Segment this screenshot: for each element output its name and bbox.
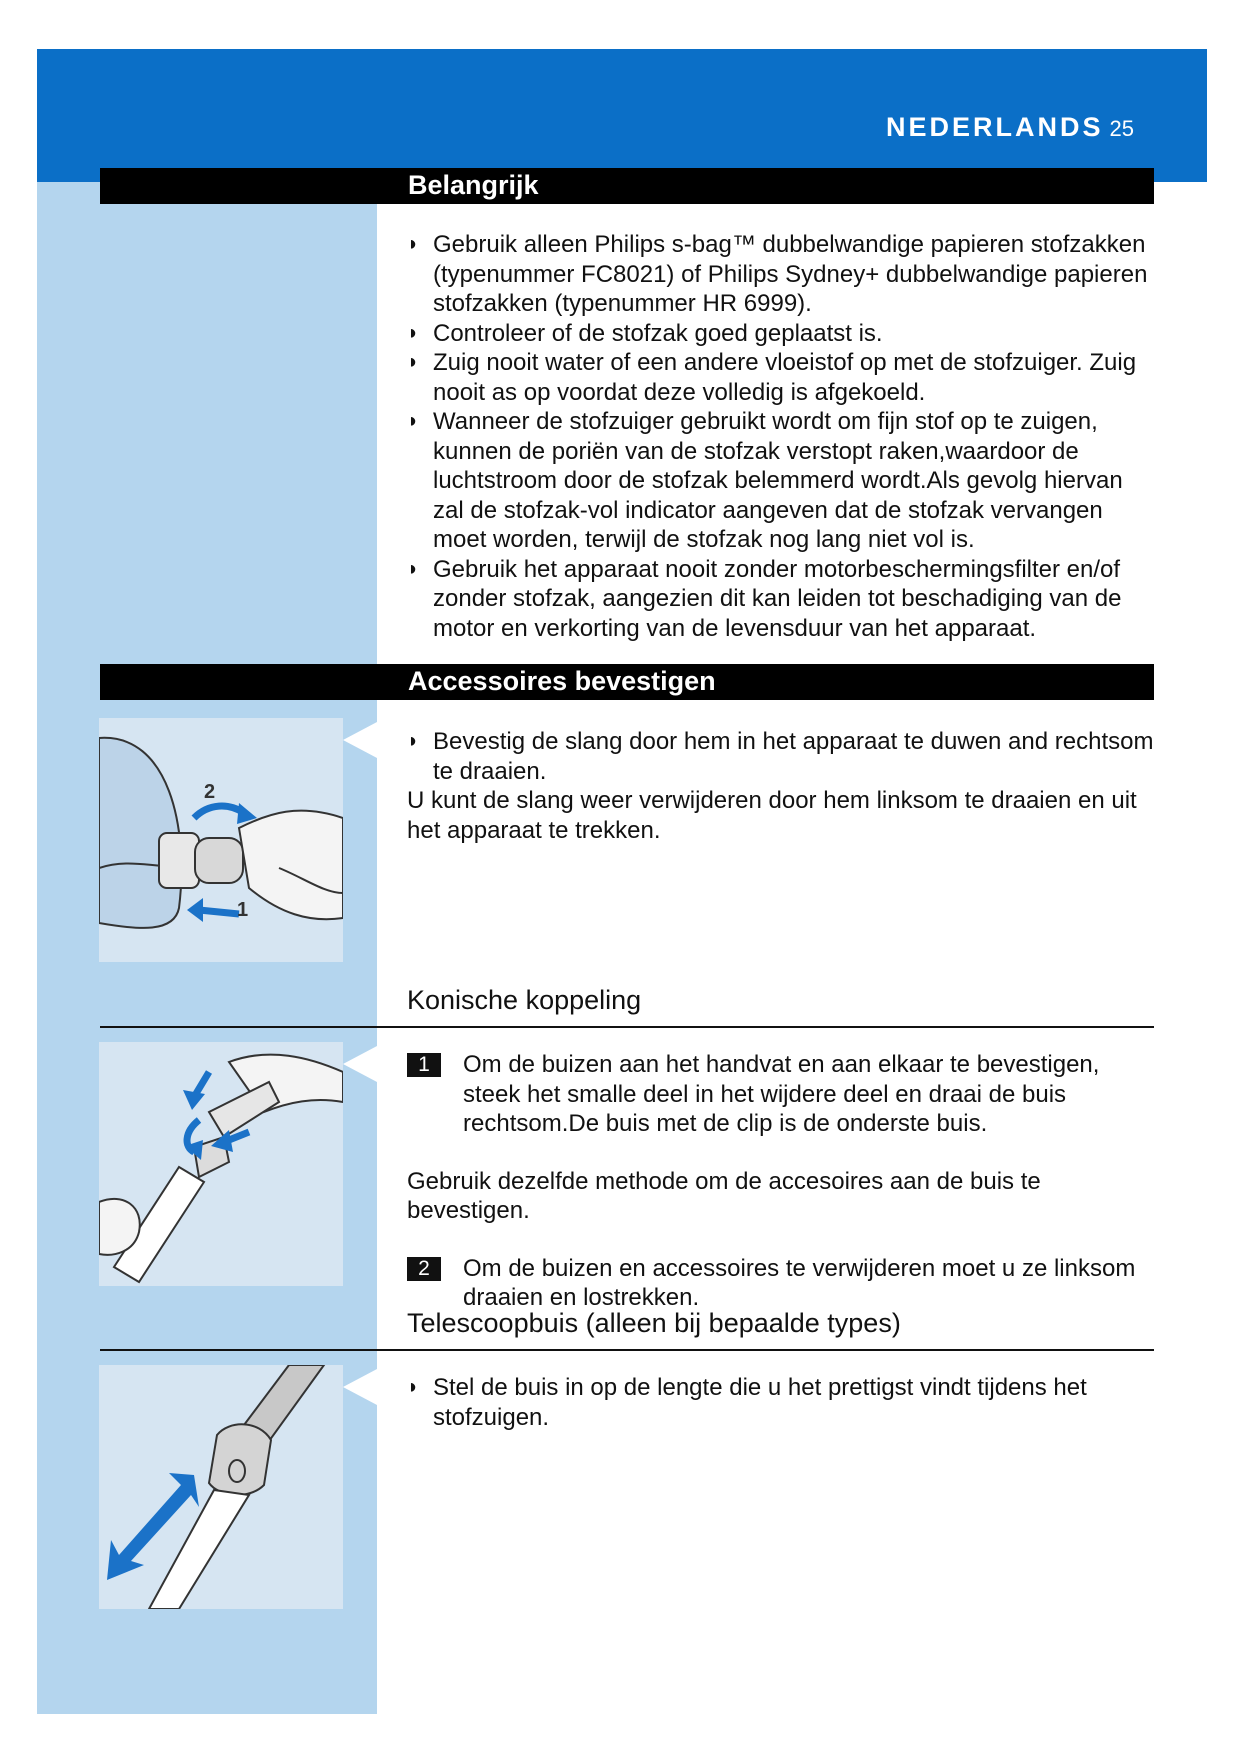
conical-note: Gebruik dezelfde methode om de accesoires aan de buis te bevestigen. xyxy=(407,1167,1041,1224)
important-bullet: ◗ Gebruik alleen Philips s-bag™ dubbelwandige papieren stofzakken (typenummer FC8021) of Philips Sydney+ dubbelwandige papieren stofzakken (typenummer HR 6999). xyxy=(407,230,1157,319)
important-bullet: ◗ Wanneer de stofzuiger gebruikt wordt om fijn stof op te zuigen, kunnen de poriën van de stofzak verstopt raken,waardoor de luchtstroom door de stofzak belemmerd wordt.Als gevolg hiervan zal de stofzak-vol indicator aangeven dat de stofzak vervangen moet worden, terwijl de stofzak nog lang niet vol is. xyxy=(407,407,1157,555)
subheading-telescopic: Telescoopbuis (alleen bij bepaalde types) xyxy=(407,1308,901,1338)
important-bullet: ◗ Zuig nooit water of een andere vloeistof op met de stofzuiger. Zuig nooit as op voordat deze volledig is afgekoeld. xyxy=(407,348,1157,407)
figure-pointer xyxy=(343,1369,377,1405)
step-number: 2 xyxy=(407,1257,441,1281)
page-number: 25 xyxy=(1109,116,1134,141)
section-title-accessories: Accessoires bevestigen xyxy=(408,666,716,696)
tube-coupling-illustration xyxy=(99,1042,343,1286)
step-text: Om de buizen en accessoires te verwijderen moet u ze linksom draaien en lostrekken. xyxy=(463,1254,1136,1311)
subheading-conical: Konische koppeling xyxy=(407,985,642,1015)
telescopic-tube-drawing xyxy=(99,1365,343,1609)
important-list xyxy=(407,230,1157,643)
figure-label-1: 1 xyxy=(237,899,249,921)
section-rule xyxy=(100,1349,1154,1351)
accessories-note: U kunt de slang weer verwijderen door hem linksom te draaien en uit het apparaat te trekken. xyxy=(407,787,1137,844)
page-header xyxy=(886,112,1134,143)
hose-attach-illustration xyxy=(99,718,343,962)
accessories-text xyxy=(407,727,1157,845)
section-bar-important xyxy=(100,168,1154,204)
hose-attach-drawing xyxy=(99,718,343,962)
header-language: NEDERLANDS xyxy=(886,112,1104,142)
telescopic-text xyxy=(407,1373,1157,1432)
section-rule xyxy=(100,1026,1154,1028)
important-bullet: ◗ Gebruik het apparaat nooit zonder motorbeschermingsfilter en/of zonder stofzak, aangezien dit kan leiden tot beschadiging van de motor en verkorting van de levensduur van het apparaat. xyxy=(407,555,1157,644)
telescopic-bullet: ◗ Stel de buis in op de lengte die u het prettigst vindt tijdens het stofzuigen. xyxy=(407,1373,1157,1432)
accessories-bullet: ◗ Bevestig de slang door hem in het apparaat te duwen and rechtsom te draaien. xyxy=(407,727,1157,786)
step-1 xyxy=(407,1050,1157,1139)
step-text: Om de buizen aan het handvat en aan elkaar te bevestigen, steek het smalle deel in het wijdere deel en draai de buis rechtsom.De buis met de clip is de onderste buis. xyxy=(463,1051,1100,1137)
important-bullet: ◗ Controleer of de stofzak goed geplaatst is. xyxy=(407,319,1157,349)
telescopic-tube-illustration xyxy=(99,1365,343,1609)
section-bar-accessories xyxy=(100,664,1154,700)
tube-coupling-drawing xyxy=(99,1042,343,1286)
section-title-important: Belangrijk xyxy=(408,170,539,200)
figure-label-2: 2 xyxy=(204,781,216,803)
step-number: 1 xyxy=(407,1053,441,1077)
figure-pointer xyxy=(343,722,377,758)
figure-pointer xyxy=(343,1046,377,1082)
step-2 xyxy=(407,1254,1157,1313)
conical-text xyxy=(407,1050,1157,1313)
